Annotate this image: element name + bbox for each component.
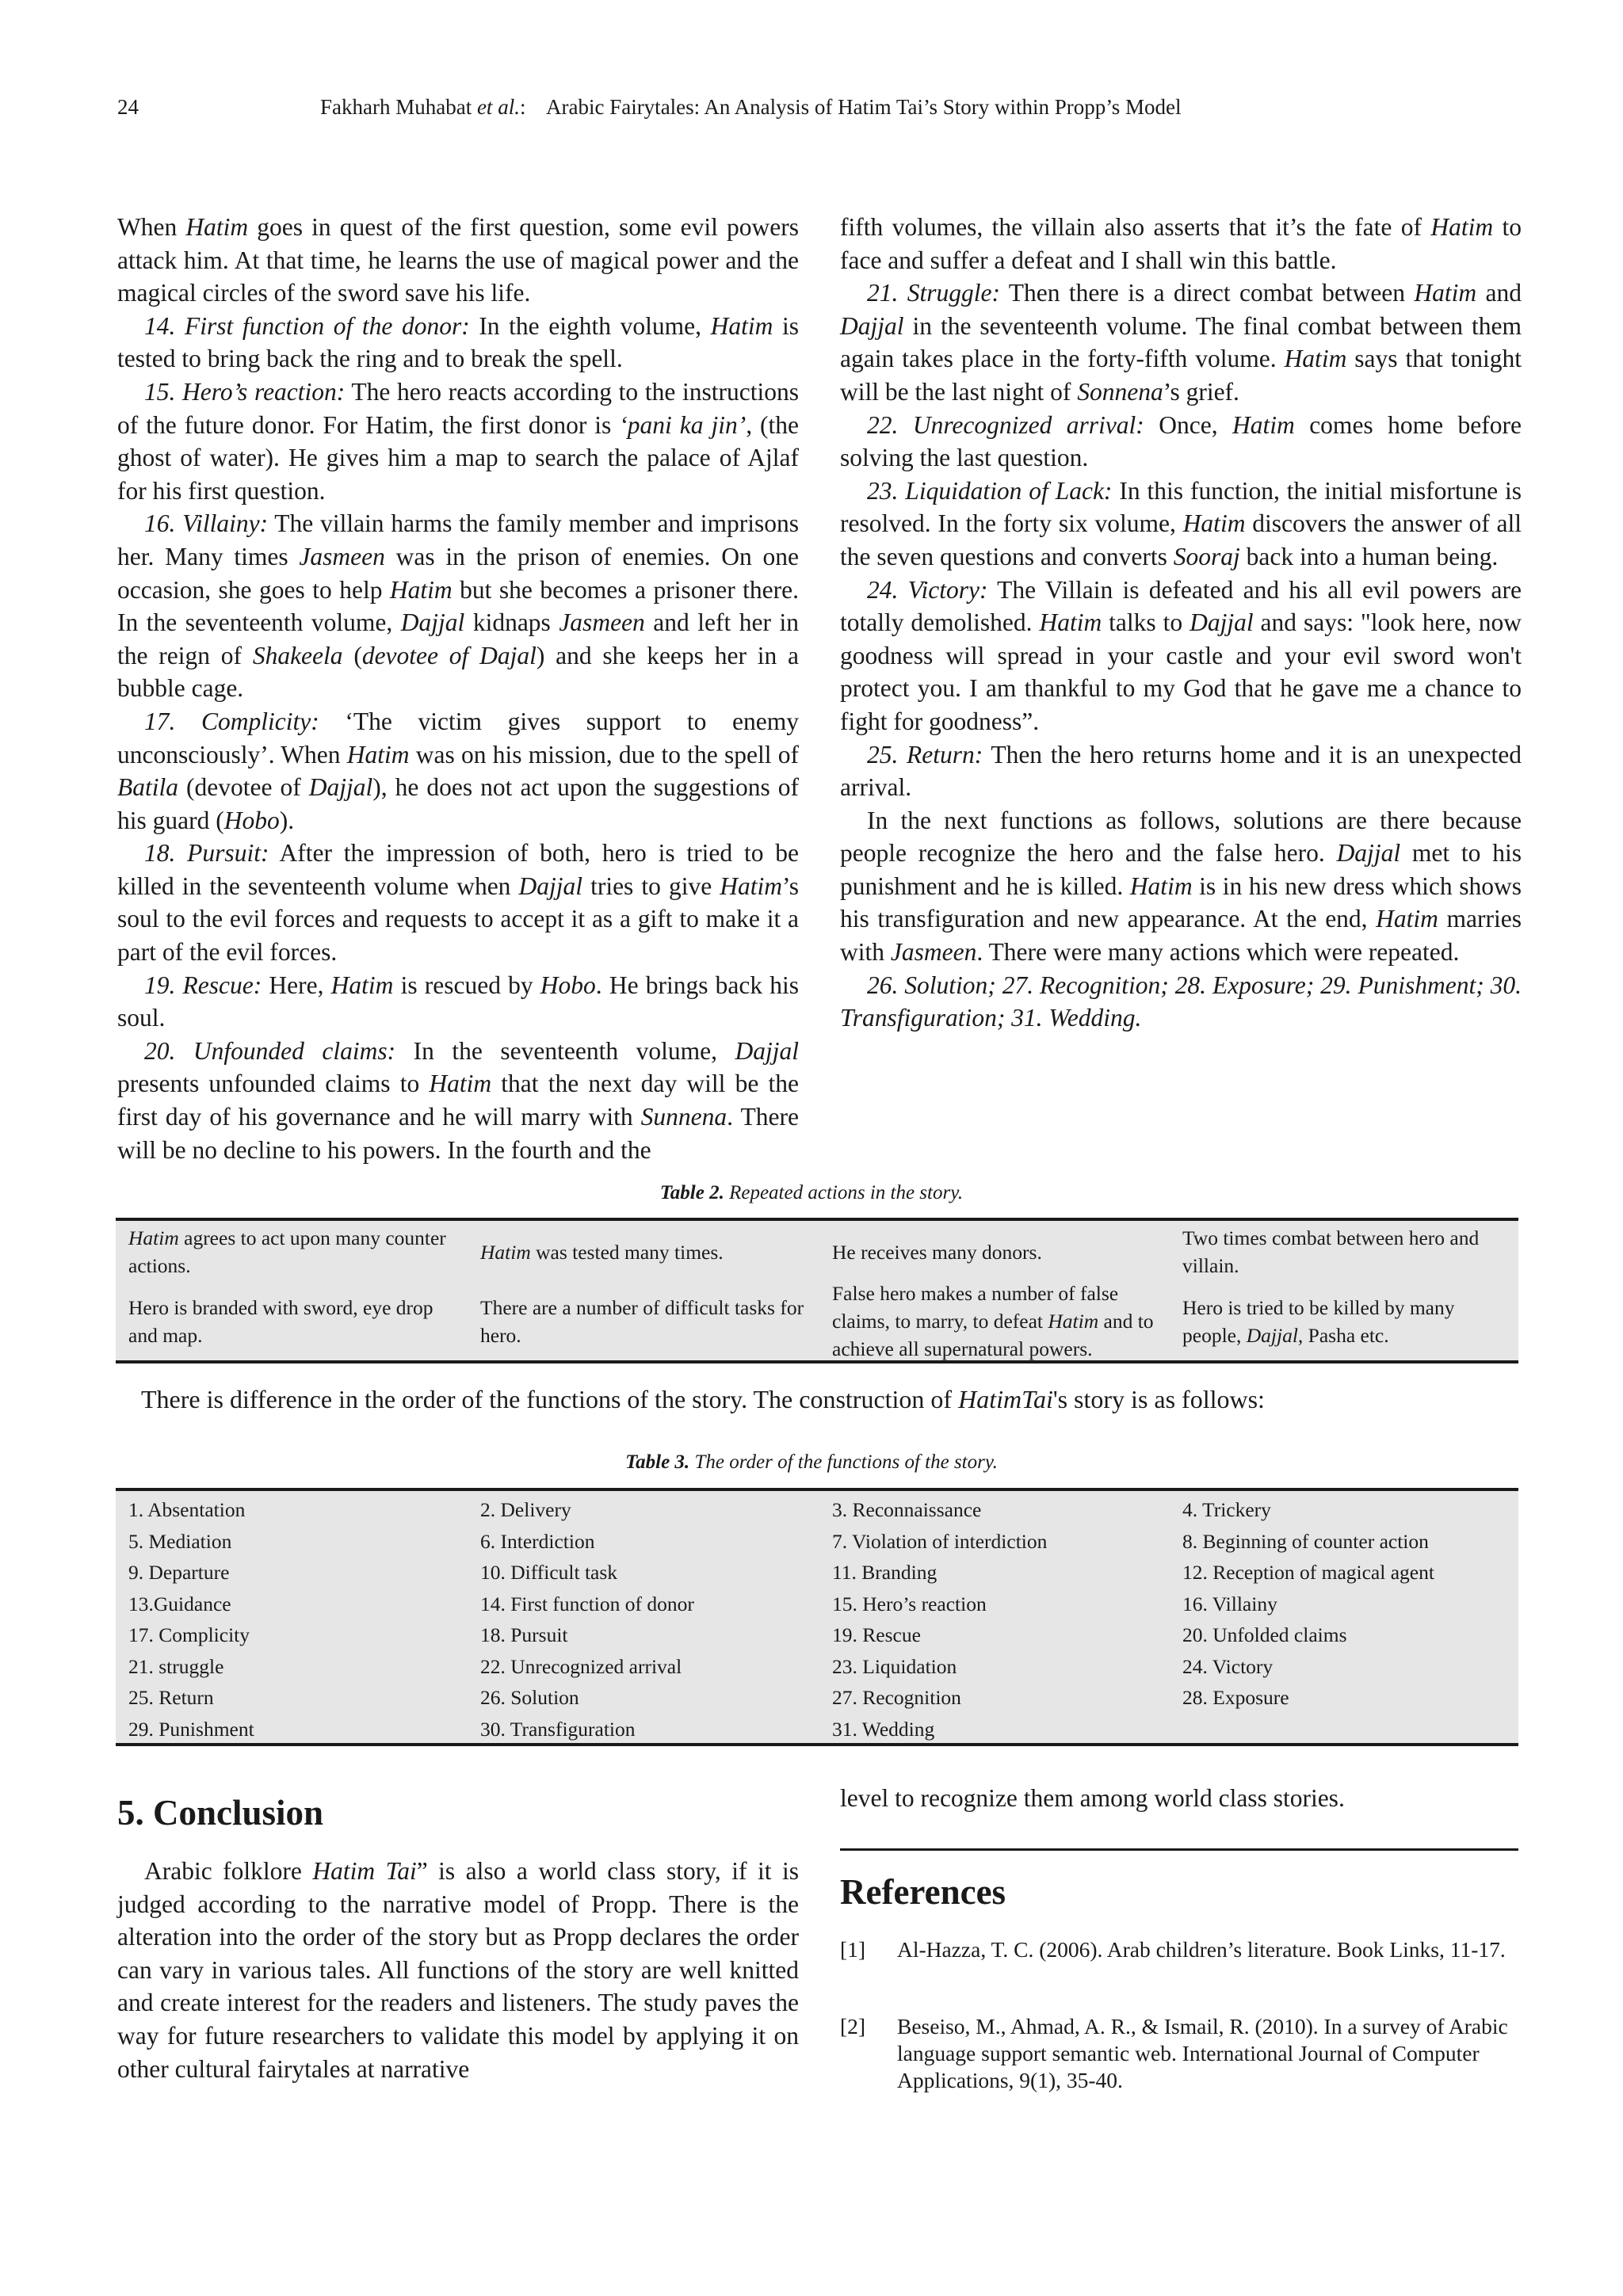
paragraph-function-17	[117, 705, 799, 837]
paragraph-continued	[840, 211, 1522, 277]
paragraph-function-21	[840, 277, 1522, 408]
text: was in the prison of enemies. On one occasion, she goes to help	[117, 542, 799, 604]
table-cell: 14. First function of donor	[480, 1592, 694, 1615]
text: that the next day will be the first day of his governance and he will marry with	[117, 1070, 799, 1131]
text: Hatim	[389, 575, 453, 604]
function-label: 25. Return:	[867, 740, 983, 769]
text: Batila	[117, 773, 178, 802]
table-cell: 7. Violation of interdiction	[832, 1529, 1048, 1553]
function-label: 20. Unfounded claims:	[144, 1036, 396, 1065]
text: back into a human being.	[1239, 542, 1499, 570]
table-cell: 29. Punishment	[128, 1717, 254, 1741]
text: Dajjal	[308, 773, 373, 802]
table-cell: 23. Liquidation	[832, 1654, 957, 1678]
text: HatimTai	[958, 1385, 1053, 1413]
text: The Villain is defeated and his all evil powers are totally demolished.	[840, 575, 1522, 637]
table-cell: 1. Absentation	[128, 1498, 246, 1521]
header-et-al: et al.	[476, 95, 520, 119]
table-cell: He receives many donors.	[832, 1241, 1042, 1264]
text: Jasmeen	[559, 608, 645, 637]
running-title	[320, 95, 1182, 120]
table-cell: 8. Beginning of counter action	[1182, 1529, 1429, 1553]
table-cell: Hero is branded with sword, eye drop and map.	[128, 1296, 433, 1347]
text: is tested to bring back the ring and to break the spell.	[117, 311, 800, 373]
paragraph-next-functions	[840, 804, 1522, 969]
table-cell	[128, 1224, 453, 1280]
text: goes in quest of the first question, some evil powers attack him. At that time, he learns the use of magical power and the magical circles of the sword save his life.	[117, 213, 799, 307]
text: Then there is a direct combat between	[999, 279, 1415, 307]
text: Hatim	[429, 1070, 492, 1098]
text: Hatim Tai	[312, 1857, 417, 1885]
running-header	[117, 95, 1520, 130]
table-cell: 13.Guidance	[128, 1592, 231, 1615]
table-cell: 20. Unfolded claims	[1182, 1623, 1347, 1646]
text: ) and she keeps her in a bubble cage.	[117, 641, 800, 703]
table-cell: 19. Rescue	[832, 1623, 921, 1646]
paragraph-function-19	[117, 969, 799, 1035]
text: 's story is as follows:	[1052, 1385, 1265, 1413]
table-cell: 3. Reconnaissance	[832, 1498, 982, 1521]
table-cell: 16. Villainy	[1182, 1592, 1277, 1615]
text: False hero makes a number of false claims, to marry, to defeat	[832, 1282, 1119, 1333]
text: discovers the answer of all the seven questions and converts	[840, 509, 1522, 570]
table-cell: 25. Return	[128, 1686, 214, 1709]
section-title-conclusion: 5. Conclusion	[117, 1793, 324, 1833]
function-label: 21. Struggle:	[867, 279, 1000, 307]
text: Then the hero returns home and it is an unexpected arrival.	[840, 740, 1522, 802]
text: met to his punishment and he is killed.	[840, 839, 1522, 900]
table-cell: There are a number of difficult tasks for hero.	[480, 1296, 804, 1347]
table-cell: 6. Interdiction	[480, 1529, 595, 1553]
text: Shakeela	[252, 641, 343, 669]
text: Jasmeen	[890, 938, 977, 967]
text: Hatim	[1182, 509, 1246, 538]
text: devotee of Dajal	[361, 641, 537, 669]
text: Hatim	[1414, 279, 1477, 307]
text: Arabic folklore	[144, 1857, 313, 1885]
caption-text: The order of the functions of the story.	[689, 1451, 998, 1473]
text: Hatim	[1376, 905, 1438, 933]
text: In the seventeenth volume,	[395, 1036, 735, 1065]
text: ).	[279, 806, 295, 834]
text: (	[342, 641, 362, 669]
table-cell: 21. struggle	[128, 1654, 224, 1678]
divider	[840, 1848, 1518, 1851]
text: Hero is tried to be killed by many people,	[1182, 1296, 1455, 1347]
text: When	[117, 213, 186, 241]
table-2	[116, 1218, 1518, 1363]
text: but she becomes a prisoner there. In the seventeenth volume,	[117, 575, 799, 637]
text: presents unfounded claims to	[117, 1070, 430, 1098]
text: fifth volumes, the villain also asserts that it’s the fate of	[840, 213, 1431, 241]
text: Hobo	[223, 806, 280, 834]
function-label: 16. Villainy:	[144, 509, 269, 538]
text: talks to	[1102, 608, 1190, 637]
paragraph	[117, 1855, 799, 2085]
text: Hatim	[710, 311, 773, 340]
function-label: 23. Liquidation of Lack:	[867, 476, 1113, 505]
text: . He brings back his soul.	[117, 971, 800, 1032]
text: In the next functions as follows, solutions are there because people recognize the hero and the false hero.	[840, 806, 1522, 868]
page-number: 24	[117, 95, 139, 119]
text: Hatim	[185, 213, 249, 241]
function-label: 14. First function of the donor:	[144, 311, 470, 340]
text: , Pasha etc.	[1297, 1324, 1389, 1347]
text: Hatim	[128, 1226, 179, 1249]
text: Hatim	[1232, 410, 1295, 439]
text: ), he does not act upon the suggestions of his guard (	[117, 773, 799, 834]
function-label: 18. Pursuit:	[144, 839, 269, 868]
function-label: 15. Hero’s reaction:	[144, 377, 346, 406]
text: and says: "look here, now goodness will spread in your castle and your evil sword won't protect you. I am thankful to my God that he gave me a chance to fight for goodness”.	[840, 608, 1522, 735]
text: and	[1476, 279, 1522, 307]
text: Dajjal	[840, 311, 904, 340]
header-authors: Fakharh Muhabat	[320, 95, 472, 119]
text: Dajjal	[1336, 839, 1401, 868]
text: Hatim	[1039, 608, 1102, 637]
conclusion-continued	[840, 1782, 1522, 1815]
function-label: 24. Victory:	[867, 575, 988, 604]
table-cell: 30. Transfiguration	[480, 1717, 636, 1741]
paragraph-function-15	[117, 376, 799, 507]
paragraph: level to recognize them among world class stories.	[840, 1784, 1345, 1812]
table-3	[116, 1488, 1518, 1746]
table-cell: 27. Recognition	[832, 1686, 961, 1709]
text: . There will be no decline to his powers. In the fourth and the	[117, 1103, 799, 1164]
text: and to achieve all supernatural powers.	[832, 1310, 1154, 1360]
text: In the eighth volume,	[469, 311, 711, 340]
text: Sonnena	[1077, 377, 1163, 406]
text: was on his mission, due to the spell of	[409, 740, 799, 769]
text: ’s grief.	[1163, 377, 1239, 406]
function-label: 19. Rescue:	[144, 971, 262, 999]
paragraph-function-24	[840, 574, 1522, 738]
text: Sooraj	[1173, 542, 1240, 570]
text: comes home before solving the last question.	[840, 410, 1522, 472]
table-cell: 5. Mediation	[128, 1529, 232, 1553]
text: There is difference in the order of the functions of the story. The construction of	[141, 1385, 959, 1413]
text: . There were many actions which were repeated.	[976, 938, 1460, 967]
paragraph-function-22	[840, 409, 1522, 475]
text: The villain harms the family member and imprisons her. Many times	[117, 509, 799, 570]
text: Hatim	[1129, 871, 1193, 900]
table-cell: 18. Pursuit	[480, 1623, 568, 1646]
section-title-references: References	[840, 1872, 1006, 1912]
text: Hobo	[540, 971, 596, 999]
function-label: 22. Unrecognized arrival:	[867, 410, 1144, 439]
text: ‘pani ka jin’	[619, 410, 747, 439]
text: Dajjal	[518, 871, 583, 900]
text: After the impression of both, hero is tried to be killed in the seventeenth volume when	[117, 839, 799, 900]
text: is in his new dress which shows his transfiguration and new appearance. At the end,	[840, 871, 1522, 933]
reference-text: Al-Hazza, T. C. (2006). Arab children’s literature. Book Links, 11-17.	[897, 1937, 1506, 1962]
text: Dajjal	[735, 1036, 799, 1065]
text: Hatim	[480, 1241, 531, 1264]
text: in the seventeenth volume. The final combat between them again takes place in the forty-fifth volume.	[840, 311, 1522, 373]
text: to face and suffer a defeat and I shall win this battle.	[840, 213, 1522, 274]
table-cell: 26. Solution	[480, 1686, 579, 1709]
table-cell: Two times combat between hero and villain.	[1182, 1226, 1480, 1277]
paragraph-function-20	[117, 1035, 799, 1166]
table-cell	[480, 1238, 805, 1266]
text: Hatim	[346, 740, 410, 769]
text: Hatim	[1048, 1310, 1099, 1333]
left-column	[117, 211, 799, 1166]
text: Here,	[262, 971, 331, 999]
table-cell: 28. Exposure	[1182, 1686, 1289, 1709]
text: and left her in the reign of	[117, 608, 799, 669]
paragraph-function-16	[117, 507, 799, 705]
header-title: Arabic Fairytales: An Analysis of Hatim Tai’s Story within Propp’s Model	[545, 95, 1182, 119]
text: In this function, the initial misfortune is resolved. In the forty six volume,	[840, 476, 1522, 538]
reference-text: Beseiso, M., Ahmad, A. R., & Ismail, R. (2010). In a survey of Arabic language support semantic web. International Journal of Computer Applications, 9(1), 35-40.	[897, 2014, 1508, 2092]
text: (devotee of	[178, 773, 309, 802]
table-cell	[832, 1280, 1157, 1363]
table-cell: 12. Reception of magical agent	[1182, 1561, 1434, 1584]
text: Dajjal	[1190, 608, 1254, 637]
text: says that tonight will be the last night of	[840, 345, 1522, 406]
conclusion-text	[117, 1855, 799, 2085]
table-cell: 22. Unrecognized arrival	[480, 1654, 682, 1678]
reference-number: [2]	[840, 2014, 866, 2039]
text: Hatim	[1284, 345, 1347, 373]
text: Hatim	[720, 871, 782, 900]
table-cell: 11. Branding	[832, 1561, 938, 1584]
reference-number: [1]	[840, 1937, 866, 1962]
paragraph-function-18	[117, 837, 799, 968]
text: ” is also a world class story, if it is judged according to the narrative model of Propp. There is the alteration into the order of the story but as Propp declares the order can vary in various tales. All functions of the story are well knitted and create interest for the readers and listeners. The study paves the way for future researchers to validate this model by applying it on other cultural fairytales at narrative	[117, 1857, 799, 2083]
caption-label: Table 2.	[659, 1182, 724, 1203]
text: kidnaps	[464, 608, 559, 637]
text: Jasmeen	[299, 542, 385, 570]
right-column	[840, 211, 1522, 1035]
paragraph-function-14	[117, 310, 799, 376]
text: ‘The victim gives support to enemy unconsciously’. When	[117, 707, 799, 769]
text: Once,	[1144, 410, 1233, 439]
text: ’s soul to the evil forces and requests to accept it as a gift to make it a part of the evil forces.	[117, 871, 799, 967]
function-label: 17. Complicity:	[144, 707, 319, 735]
table-cell: 10. Difficult task	[480, 1561, 618, 1584]
paragraph-function-25	[840, 738, 1522, 804]
paragraph-function-list: 26. Solution; 27. Recognition; 28. Exposure; 29. Punishment; 30. Transfiguration; 31. Wedding.	[840, 971, 1522, 1032]
paragraph-function-23	[840, 475, 1522, 574]
table-cell: 2. Delivery	[480, 1498, 571, 1521]
table-cell: 17. Complicity	[128, 1623, 250, 1646]
table-cell: 9. Departure	[128, 1561, 230, 1584]
table-cell: 24. Victory	[1182, 1654, 1274, 1678]
text: Sunnena	[640, 1103, 727, 1131]
text: The hero reacts according to the instructions of the future donor. For Hatim, the first donor is	[117, 377, 799, 439]
table-cell: 15. Hero’s reaction	[832, 1592, 987, 1615]
text: is rescued by	[393, 971, 540, 999]
table-cell	[1182, 1294, 1507, 1349]
table-cell: 4. Trickery	[1182, 1498, 1271, 1521]
text: Hatim	[330, 971, 394, 999]
table-cell: 31. Wedding	[832, 1717, 935, 1741]
header-sep: :	[519, 95, 526, 119]
table-2-caption	[0, 1182, 1623, 1204]
text: Dajjal	[400, 608, 465, 637]
text: marries with	[840, 905, 1522, 967]
text: , (the ghost of water). He gives him a map to search the palace of Ajlaf for his first question.	[117, 410, 800, 505]
between-tables-text	[141, 1385, 1265, 1414]
text: was tested many times.	[530, 1241, 724, 1264]
text: agrees to act upon many counter actions.	[128, 1226, 446, 1277]
paragraph-intro	[117, 211, 799, 310]
caption-label: Table 3.	[625, 1451, 690, 1473]
caption-text: Repeated actions in the story.	[724, 1182, 964, 1203]
text: Hatim	[1430, 213, 1494, 241]
text: Dajjal	[1246, 1324, 1298, 1347]
text: tries to give	[582, 871, 720, 900]
table-3-caption	[0, 1451, 1623, 1474]
